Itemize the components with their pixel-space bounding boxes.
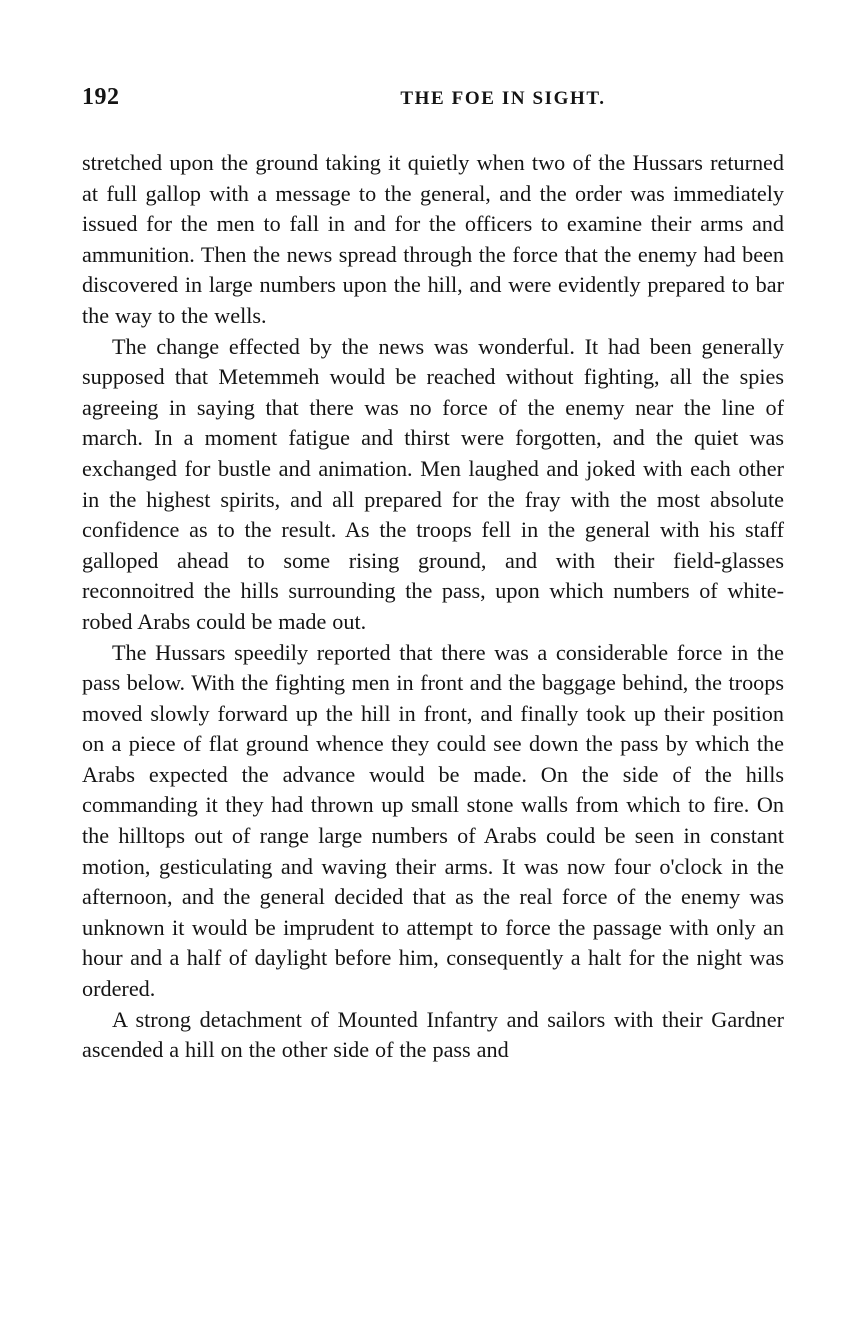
paragraph: stretched upon the ground taking it quietly when two of the Hussars returned at full gallop with a message to the general, and the order was immediately issued for the men to fall in and for the officers to examine their arms and ammunition. Then the news spread through the force that the enemy had been discovered in large numbers upon the hill, and were evidently prepared to bar the way to the wells. — [82, 150, 784, 328]
chapter-running-title: THE FOE IN SIGHT. — [400, 88, 606, 109]
paragraph: A strong detachment of Mounted Infantry and sailors with their Gardner ascended a hill on the other side of the pass and — [82, 1006, 784, 1063]
paragraph: The Hussars speedily reported that there was a considerable force in the pass below. With the fighting men in front and the baggage behind, the troops moved slowly forward up the hill in front, and finally took up their position on a piece of flat ground whence they could see down the pass by which the Arabs expected the advance would be made. On the side of the hills commanding it they had thrown up small stone walls from which to fire. On the hilltops out of range large numbers of Arabs could be seen in constant motion, gesticulating and waving their arms. It was now four o'clock in the afternoon, and the general decided that as the real force of the enemy was unknown it would be imprudent to attempt to force the passage with only an hour and a half of daylight before him, consequently a halt for the night was ordered. — [82, 639, 784, 1002]
page-content — [82, 84, 784, 1066]
page-number: 192 — [82, 84, 120, 110]
running-head — [82, 84, 784, 112]
paragraph: The change effected by the news was wonderful. It had been generally supposed that Metemmeh would be reached without fighting, all the spies agreeing in saying that there was no force of the enemy near the line of march. In a moment fatigue and thirst were forgotten, and the quiet was exchanged for bustle and animation. Men laughed and joked with each other in the highest spirits, and all prepared for the fray with the most absolute confidence as to the result. As the troops fell in the general with his staff galloped ahead to some rising ground, and with their field-glasses reconnoitred the hills surrounding the pass, upon which numbers of white-robed Arabs could be made out. — [82, 333, 784, 634]
